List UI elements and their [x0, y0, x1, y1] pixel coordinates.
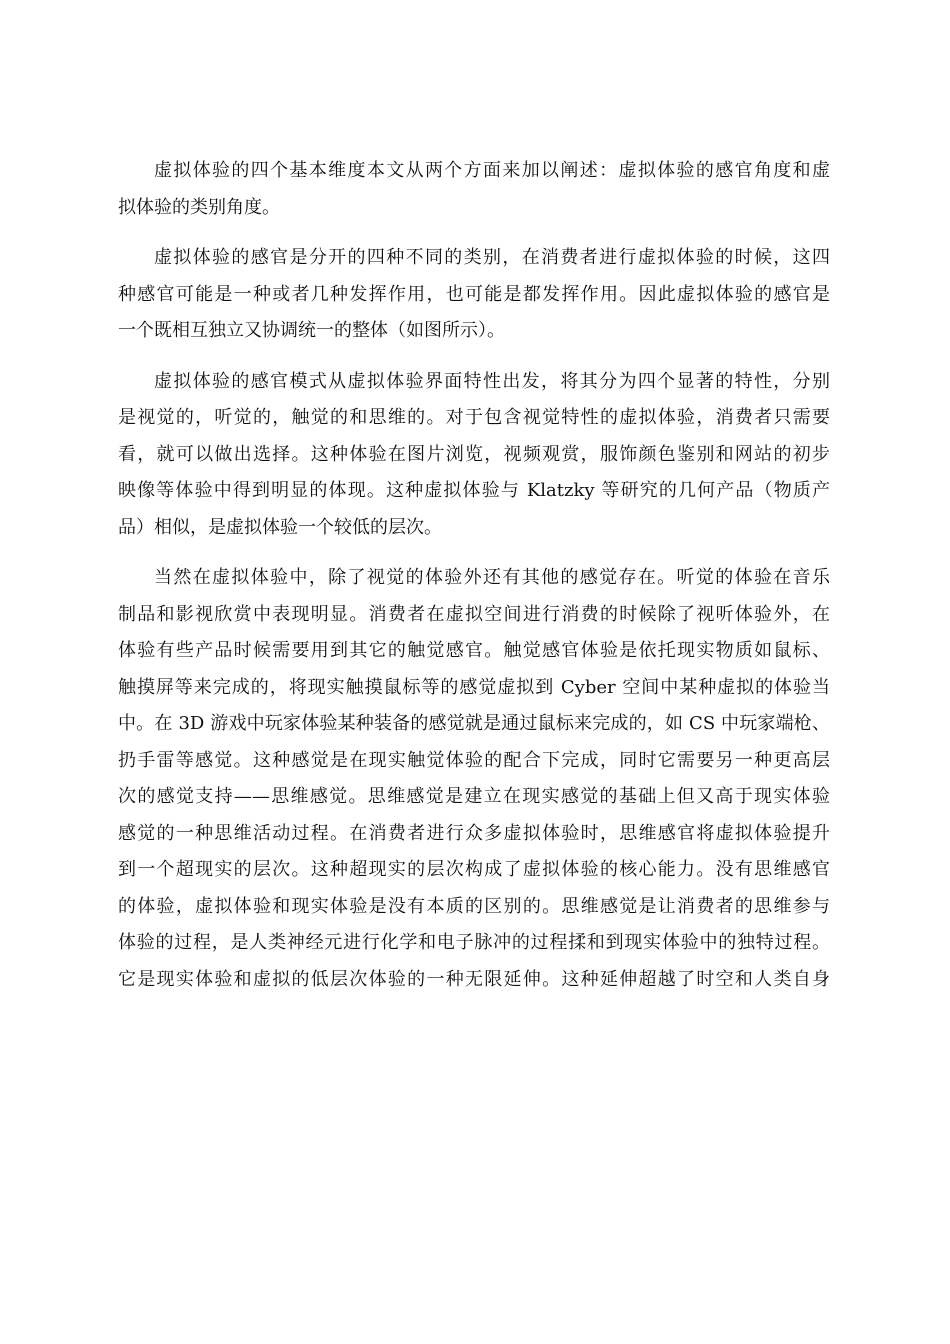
paragraph-line: 扔手雷等感觉。这种感觉是在现实触觉体验的配合下完成，同时它需要另一种更高层 — [118, 749, 830, 771]
paragraph-line: 中。在 3D 游戏中玩家体验某种装备的感觉就是通过鼠标来完成的，如 CS 中玩家端枪、 — [118, 713, 830, 734]
paragraph-line: 一个既相互独立又协调统一的整体（如图所示）。 — [118, 320, 505, 341]
paragraph-line: 它是现实体验和虚拟的低层次体验的一种无限延伸。这种延伸超越了时空和人类自身 — [118, 968, 830, 990]
document-body — [118, 153, 830, 998]
paragraph-line: 次的感觉支持——思维感觉。思维感觉是建立在现实感觉的基础上但又高于现实体验 — [118, 786, 830, 807]
paragraph-line: 到一个超现实的层次。这种超现实的层次构成了虚拟体验的核心能力。没有思维感官 — [118, 859, 830, 880]
paragraph-3 — [118, 364, 830, 547]
paragraph-line: 虚拟体验的感官模式从虚拟体验界面特性出发，将其分为四个显著的特性，分别 — [154, 370, 830, 392]
paragraph-1 — [118, 153, 830, 226]
paragraph-line: 种感官可能是一种或者几种发挥作用，也可能是都发挥作用。因此虚拟体验的感官是 — [118, 283, 830, 305]
paragraph-line: 映像等体验中得到明显的体现。这种虚拟体验与 Klatzky 等研究的几何产品（物质产 — [118, 480, 830, 501]
paragraph-line: 感觉的一种思维活动过程。在消费者进行众多虚拟体验时，思维感官将虚拟体验提升 — [118, 822, 830, 844]
paragraph-line: 拟体验的类别角度。 — [118, 196, 280, 218]
paragraph-line: 是视觉的，听觉的，触觉的和思维的。对于包含视觉特性的虚拟体验，消费者只需要 — [118, 407, 830, 428]
paragraph-line: 当然在虚拟体验中，除了视觉的体验外还有其他的感觉存在。听觉的体验在音乐 — [154, 567, 830, 588]
paragraph-4 — [118, 560, 830, 998]
paragraph-line: 看，就可以做出选择。这种体验在图片浏览，视频观赏，服饰颜色鉴别和网站的初步 — [118, 443, 830, 465]
paragraph-line: 虚拟体验的感官是分开的四种不同的类别，在消费者进行虚拟体验的时候，这四 — [154, 247, 830, 268]
paragraph-2 — [118, 240, 830, 350]
paragraph-line: 制品和影视欣赏中表现明显。消费者在虚拟空间进行消费的时候除了视听体验外，在 — [118, 603, 830, 625]
paragraph-line: 体验的过程，是人类神经元进行化学和电子脉冲的过程揉和到现实体验中的独特过程。 — [118, 932, 830, 953]
paragraph-line: 虚拟体验的四个基本维度本文从两个方面来加以阐述：虚拟体验的感官角度和虚 — [154, 160, 830, 181]
paragraph-line: 触摸屏等来完成的，将现实触摸鼠标等的感觉虚拟到 Cyber 空间中某种虚拟的体验当 — [118, 676, 830, 698]
paragraph-line: 品）相似，是虚拟体验一个较低的层次。 — [118, 516, 442, 538]
paragraph-line: 体验有些产品时候需要用到其它的触觉感官。触觉感官体验是依托现实物质如鼠标、 — [118, 640, 830, 661]
paragraph-line: 的体验，虚拟体验和现实体验是没有本质的区别的。思维感觉是让消费者的思维参与 — [118, 895, 830, 917]
